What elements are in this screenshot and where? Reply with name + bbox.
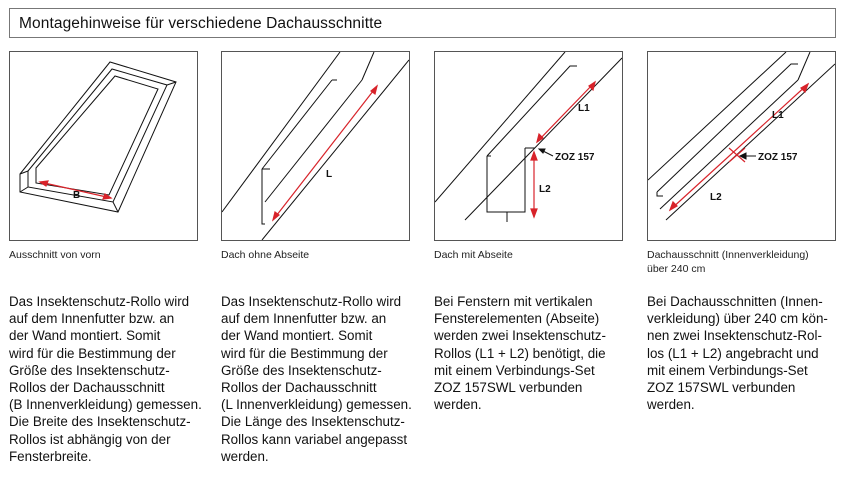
- diagram-roof-without-side: [221, 51, 410, 241]
- text-roof-without-side: Das Insektenschutz-Rollo wird auf dem Innenfutter bzw. an der Wand montiert. Somit wird für die Bestimmung der Größe des Insektenschutz- Rollos der Dachausschnitt (L Innenverkleidung) gemessen. Die Länge des Insektenschutz- Rollos kann variabel angepasst werden.: [221, 294, 412, 464]
- front-view-drawing: [10, 52, 197, 240]
- dimension-label-b: B: [73, 190, 81, 201]
- dimension-label-l1: L1: [578, 103, 590, 114]
- connector-label-zoz: ZOZ 157: [555, 152, 595, 163]
- page-title: Montagehinweise für verschiedene Dachausschnitte: [19, 15, 383, 32]
- text-roof-over-240: Bei Dachausschnitten (Innen- verkleidung) über 240 cm kön- nen zwei Insektenschutz-Rol- los (L1 + L2) angebracht und mit einem Verbindungs-Set ZOZ 157SWL verbunden werden.: [647, 294, 828, 413]
- caption-roof-without-side: Dach ohne Abseite: [221, 249, 310, 261]
- dimension-label-l2: L2: [710, 192, 722, 203]
- text-roof-with-side: Bei Fenstern mit vertikalen Fensterelementen (Abseite) werden zwei Insektenschutz- Rollos (L1 + L2) benötigt, die mit einem Verbindungs-Set ZOZ 157SWL verbunden werden.: [434, 294, 606, 413]
- roof-without-side-drawing: [222, 52, 409, 240]
- dimension-label-l2: L2: [539, 184, 551, 195]
- dimension-label-l: L: [326, 169, 333, 180]
- section-header: [9, 8, 836, 38]
- roof-with-side-drawing: [435, 52, 622, 240]
- roof-over-240-drawing: [648, 52, 835, 240]
- caption-front-view: Ausschnitt von vorn: [9, 249, 101, 261]
- text-front-view: Das Insektenschutz-Rollo wird auf dem Innenfutter bzw. an der Wand montiert. Somit wird für die Bestimmung der Größe des Insektenschutz- Rollos der Dachausschnitt (B Innenverkleidung) gemessen. Die Breite des Insektenschutz- Rollos ist abhängig von der Fensterbreite.: [9, 294, 202, 464]
- connector-label-zoz: ZOZ 157: [758, 152, 798, 163]
- diagram-roof-with-side: [434, 51, 623, 241]
- diagram-front-view: [9, 51, 198, 241]
- caption-roof-with-side: Dach mit Abseite: [434, 249, 513, 261]
- dimension-label-l1: L1: [772, 110, 784, 121]
- caption-roof-over-240: Dachausschnitt (Innenverkleidung) über 240 cm: [647, 249, 809, 275]
- diagram-roof-over-240: [647, 51, 836, 241]
